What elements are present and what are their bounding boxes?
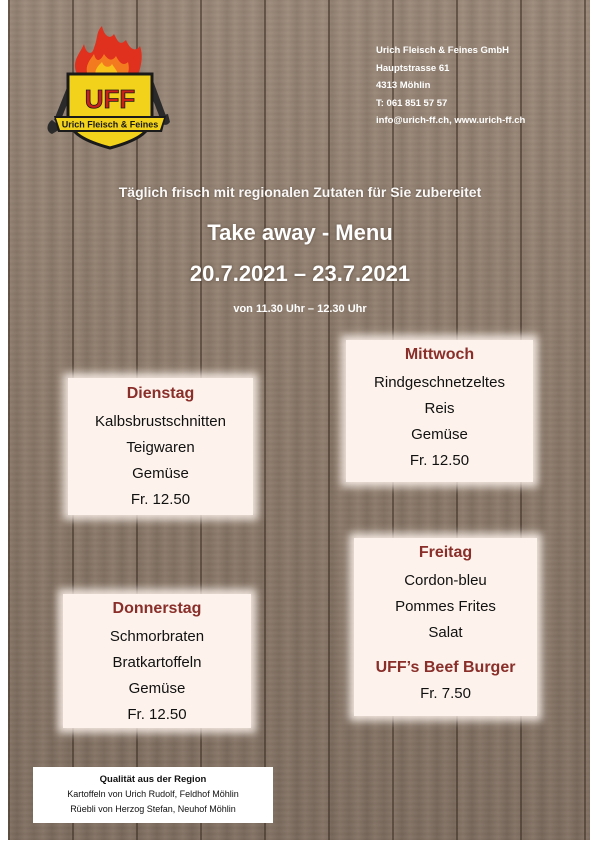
day-title: Donnerstag	[112, 600, 202, 617]
day-title: Mittwoch	[404, 346, 475, 363]
footer-line: Rüebli von Herzog Stefan, Neuhof Möhlin	[70, 804, 236, 814]
footer-line: Kartoffeln von Urich Rudolf, Feldhof Möhlin	[67, 789, 239, 799]
page-title: Take away - Menu	[207, 220, 393, 245]
company-name: Urich Fleisch & Feines GmbH	[376, 45, 510, 56]
menu-item: Gemüse	[411, 426, 468, 443]
menu-item: Kalbsbrustschnitten	[95, 413, 226, 430]
menu-card-dienstag	[68, 378, 253, 515]
menu-card-donnerstag	[63, 594, 251, 728]
company-address	[376, 42, 525, 130]
tagline: Täglich frisch mit regionalen Zutaten für Sie zubereitet	[118, 184, 482, 200]
menu-item: Teigwaren	[126, 439, 195, 456]
menu-item: Pommes Frites	[395, 598, 496, 615]
menu-item: Salat	[428, 624, 463, 641]
logo-ribbon-text: Urich Fleisch & Feines	[61, 119, 159, 130]
menu-item: Rindgeschnetzeltes	[374, 374, 505, 391]
menu-price: Fr. 12.50	[409, 452, 470, 469]
menu-item: Gemüse	[132, 465, 189, 482]
date-range: 20.7.2021 – 23.7.2021	[189, 261, 411, 286]
opening-hours: von 11.30 Uhr – 12.30 Uhr	[233, 303, 367, 315]
day-title: Dienstag	[126, 385, 195, 402]
menu-item: Bratkartoffeln	[112, 654, 202, 671]
menu-item: Cordon-bleu	[404, 572, 487, 589]
company-phone: T: 061 851 57 57	[376, 97, 448, 109]
regional-quality-box	[33, 767, 273, 823]
footer-title: Qualität aus der Region	[99, 774, 207, 785]
menu-price: Fr. 12.50	[130, 491, 191, 508]
company-contact[interactable]: info@urich-ff.ch, www.urich-ff.ch	[376, 115, 526, 126]
menu-price: Fr. 7.50	[420, 685, 471, 702]
menu-card-freitag	[354, 538, 537, 716]
menu-special: UFF’s Beef Burger	[375, 659, 516, 676]
menu-item: Gemüse	[128, 680, 186, 697]
logo-text: UFF	[84, 84, 136, 114]
menu-item: Schmorbraten	[109, 628, 205, 645]
company-street: Hauptstrasse 61	[376, 62, 450, 74]
company-city: 4313 Möhlin	[376, 80, 431, 91]
day-title: Freitag	[418, 544, 473, 561]
menu-price: Fr. 12.50	[127, 706, 187, 723]
menu-card-mittwoch	[346, 340, 533, 482]
uff-logo	[40, 24, 180, 154]
flame-icon	[75, 26, 142, 76]
menu-item: Reis	[424, 400, 455, 417]
